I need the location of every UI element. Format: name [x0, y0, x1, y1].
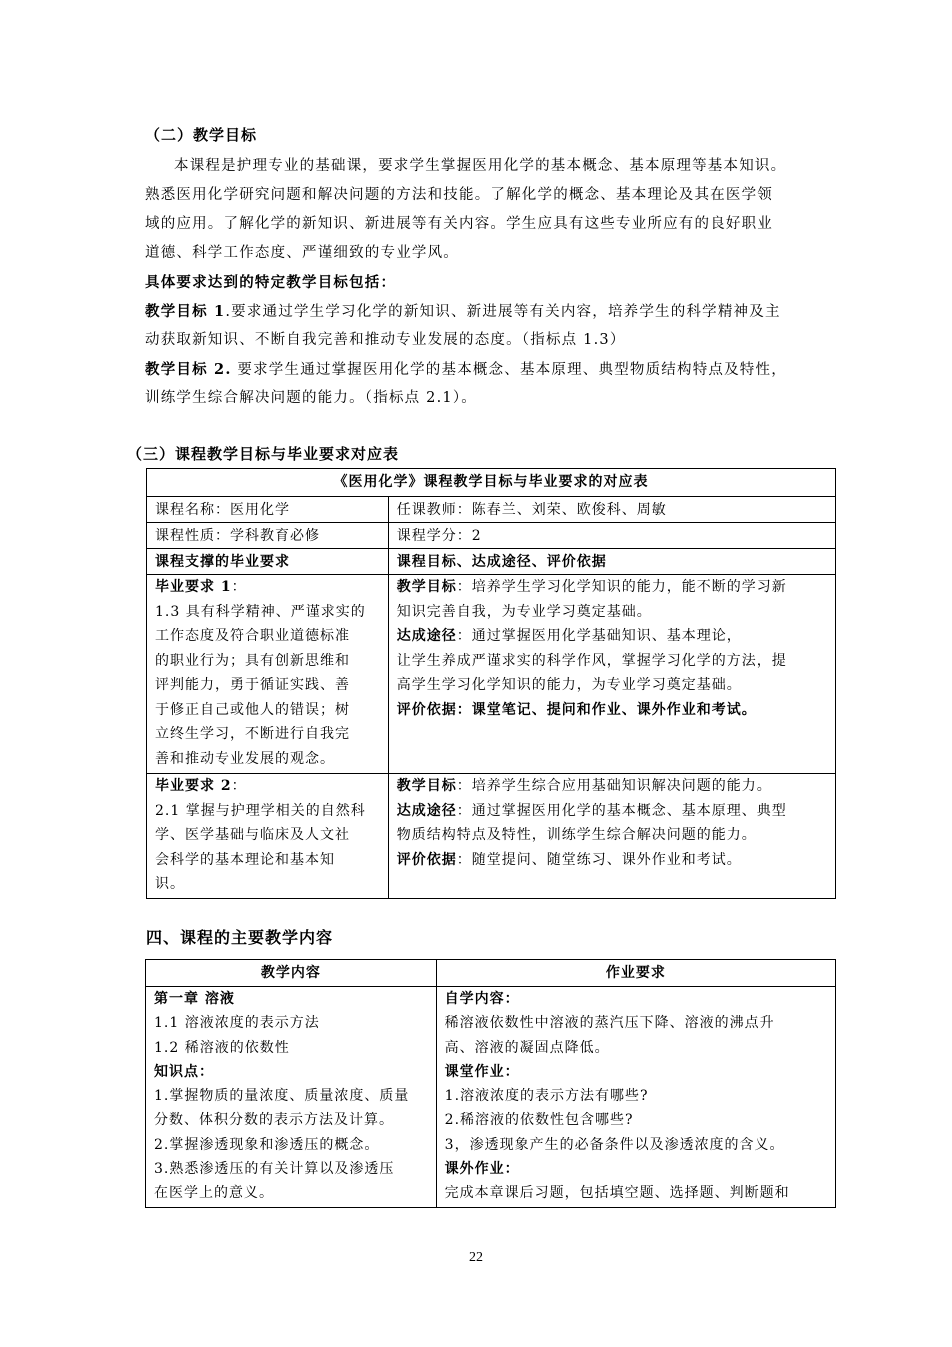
goal2-line2: 训练学生综合解决问题的能力。（指标点 2.1）。	[145, 390, 477, 406]
eval-2-line	[397, 848, 827, 873]
path-text: ：通过掌握医用化学的基本概念、基本原理、典型	[456, 802, 787, 819]
requirement-1-line: 的职业行为；具有创新思维和	[155, 652, 350, 669]
goal-1-line	[397, 575, 827, 600]
knowledge-point: 3.熟悉渗透压的有关计算以及渗透压	[154, 1161, 395, 1178]
chapter-item: 1.1 溶液浓度的表示方法	[154, 1015, 320, 1032]
goal2-line	[145, 355, 815, 384]
path-1-line	[397, 624, 827, 649]
course-name-cell: 课程名称：医用化学	[147, 497, 389, 523]
eval-label: 评价依据	[396, 851, 457, 868]
goal-2-line	[397, 774, 827, 799]
specific-goals-heading: 具体要求达到的特定教学目标包括：	[145, 274, 397, 291]
credits-cell: 课程学分：2	[388, 523, 835, 549]
goal-1-cell	[388, 575, 835, 774]
self-study-text: 高、溶液的凝固点降低。	[444, 1039, 610, 1056]
requirement-1-colon: ：	[231, 579, 247, 595]
knowledge-point: 1.掌握物质的量浓度、质量浓度、质量	[154, 1088, 410, 1105]
path-1-line: 让学生养成严谨求实的科学作风，掌握学习化学的方法，提	[396, 652, 787, 669]
goal1-label: 教学目标 1	[145, 303, 226, 320]
intro-line: 域的应用。了解化学的新知识、新进展等有关内容。学生应具有这些专业所应有的良好职业	[145, 216, 773, 232]
col-header-content: 教学内容	[146, 960, 437, 987]
requirement-2-colon: ：	[231, 778, 247, 794]
goal-label: 教学目标	[396, 778, 457, 794]
knowledge-point: 2.掌握渗透现象和渗透压的概念。	[154, 1136, 380, 1153]
requirement-1-label: 毕业要求 1	[155, 579, 232, 595]
chapter-title: 第一章 溶液	[154, 991, 235, 1007]
course-type-cell: 课程性质：学科教育必修	[147, 523, 389, 549]
goal-2-cell	[388, 774, 835, 899]
requirement-1-line: 于修正自己或他人的错误；树	[155, 701, 350, 718]
requirement-1-line: 立终生学习，不断进行自我完	[155, 726, 350, 742]
eval-text: ：随堂提问、随堂练习、课外作业和考试。	[456, 851, 742, 868]
knowledge-point: 分数、体积分数的表示方法及计算。	[154, 1112, 394, 1129]
homework-cell	[436, 987, 835, 1208]
goal1-line	[145, 297, 815, 326]
requirement-1-line: 评判能力，勇于循证实践、善	[155, 677, 350, 693]
eval-1-line: 评价依据：课堂笔记、提问和作业、课外作业和考试。	[396, 701, 757, 718]
goal1-text: .要求通过学生学习化学的新知识、新进展等有关内容，培养学生的科学精神及主	[225, 304, 781, 320]
class-work-item: 1.溶液浓度的表示方法有哪些?	[444, 1088, 649, 1105]
goals-requirements-table	[146, 468, 836, 899]
class-work-item: 2.稀溶液的依数性包含哪些?	[444, 1112, 634, 1129]
path-label: 达成途径	[396, 628, 457, 644]
section-heading-main-content: 四、课程的主要教学内容	[146, 928, 334, 947]
intro-line: 本课程是护理专业的基础课，要求学生掌握医用化学的基本概念、基本原理等基本知识。	[174, 158, 787, 174]
class-work-item: 3，渗透现象产生的必备条件以及渗透浓度的含义。	[444, 1136, 785, 1153]
goal2-text: 要求学生通过掌握医用化学的基本概念、基本原理、典型物质结构特点及特性，	[231, 362, 787, 378]
goal1-line2: 动获取新知识、不断自我完善和推动专业发展的态度。（指标点 1.3）	[145, 332, 626, 348]
requirement-1-line: 工作态度及符合职业道德标准	[155, 628, 350, 644]
intro-paragraph	[145, 152, 815, 413]
goal-1-line: 知识完善自我，为专业学习奠定基础。	[396, 603, 652, 620]
path-2-line	[397, 799, 827, 824]
table-title: 《医用化学》课程教学目标与毕业要求的对应表	[147, 469, 836, 497]
intro-line: 道德、科学工作态度、严谨细致的专业学风。	[145, 245, 459, 261]
requirement-2-cell	[147, 774, 389, 899]
path-1-line: 高学生学习化学知识的能力，为专业学习奠定基础。	[396, 677, 742, 693]
requirement-2-label: 毕业要求 2	[155, 778, 232, 794]
page-number: 22	[469, 1250, 483, 1265]
chapter-item: 1.2 稀溶液的依数性	[154, 1039, 290, 1056]
path-2-line: 物质结构特点及特性，训练学生综合解决问题的能力。	[396, 827, 757, 843]
goal-label: 教学目标	[396, 579, 457, 595]
requirement-1-cell	[147, 575, 389, 774]
requirement-2-line: 2.1 掌握与护理学相关的自然科	[155, 802, 366, 819]
col-header-goals: 课程目标、达成途径、评价依据	[388, 549, 835, 575]
col-header-requirements: 课程支撑的毕业要求	[147, 549, 389, 575]
teachers-cell: 任课教师：陈春兰、刘荣、欧俊科、周敏	[388, 497, 835, 523]
path-text: ：通过掌握医用化学基础知识、基本理论，	[456, 628, 742, 644]
knowledge-points-label: 知识点：	[154, 1063, 214, 1080]
content-cell	[146, 987, 437, 1208]
self-study-text: 稀溶液依数性中溶液的蒸汽压下降、溶液的沸点升	[444, 1015, 775, 1032]
knowledge-point: 在医学上的意义。	[154, 1185, 274, 1202]
teaching-content-table	[145, 959, 836, 1208]
requirement-2-title	[155, 774, 380, 799]
requirement-1-line: 善和推动专业发展的观念。	[155, 750, 335, 767]
section-heading-mapping-table: （三）课程教学目标与毕业要求对应表	[127, 445, 400, 463]
homework-text: 完成本章课后习题，包括填空题、选择题、判断题和	[444, 1185, 790, 1202]
col-header-homework: 作业要求	[436, 960, 835, 987]
requirement-1-title	[155, 575, 380, 600]
homework-label: 课外作业：	[444, 1161, 520, 1178]
class-work-label: 课堂作业：	[444, 1063, 520, 1080]
goal2-label: 教学目标 2.	[145, 361, 232, 378]
path-label: 达成途径	[396, 802, 457, 819]
requirement-2-line: 学、医学基础与临床及人文社	[155, 827, 350, 843]
self-study-label: 自学内容：	[444, 991, 520, 1007]
requirement-2-line: 识。	[155, 876, 185, 892]
section-heading-teaching-goals: （二）教学目标	[145, 126, 258, 144]
requirement-1-line: 1.3 具有科学精神、严谨求实的	[155, 603, 366, 620]
goal-text: ：培养学生综合应用基础知识解决问题的能力。	[456, 778, 772, 794]
goal-text: ：培养学生学习化学知识的能力，能不断的学习新	[456, 579, 787, 595]
intro-line: 熟悉医用化学研究问题和解决问题的方法和技能。了解化学的概念、基本理论及其在医学领	[145, 187, 773, 203]
requirement-2-line: 会科学的基本理论和基本知	[155, 851, 335, 868]
